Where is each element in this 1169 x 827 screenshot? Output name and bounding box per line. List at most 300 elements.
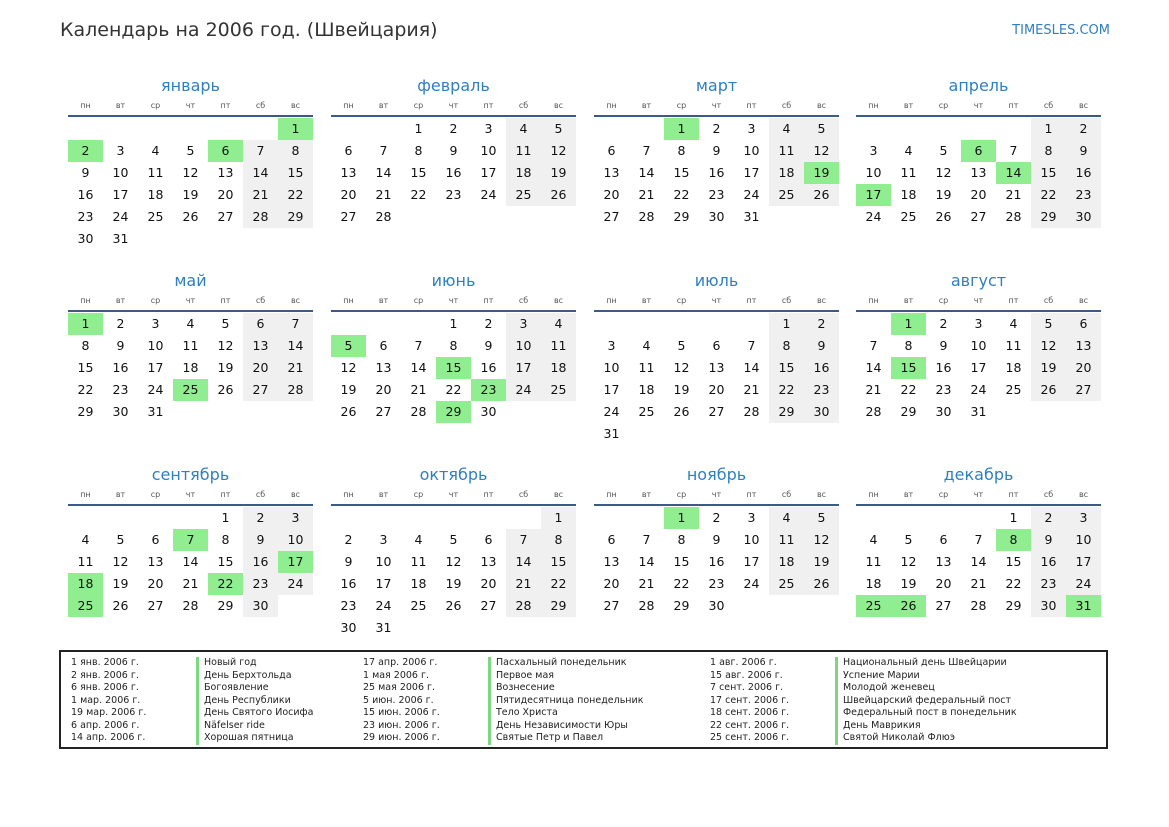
day-cell[interactable]: 27	[708, 404, 725, 419]
day-cell[interactable]: 25	[147, 209, 164, 224]
day-cell[interactable]: 9	[1031, 529, 1066, 551]
day-cell[interactable]: 19	[935, 187, 952, 202]
day-cell[interactable]: 3	[506, 313, 541, 335]
day-cell[interactable]: 6	[712, 338, 721, 353]
day-cell[interactable]: 18	[769, 551, 804, 573]
day-cell[interactable]: 23	[243, 573, 278, 595]
day-cell[interactable]: 16	[112, 360, 129, 375]
day-cell[interactable]: 22	[900, 382, 917, 397]
day-cell[interactable]: 15	[673, 165, 690, 180]
day-cell[interactable]: 14	[506, 551, 541, 573]
day-cell[interactable]: 3	[484, 121, 493, 136]
day-cell[interactable]: 25	[900, 209, 917, 224]
day-cell[interactable]: 20	[1066, 357, 1101, 379]
day-cell[interactable]: 2	[712, 121, 721, 136]
day-cell[interactable]: 20	[340, 187, 357, 202]
day-cell[interactable]: 24	[506, 379, 541, 401]
day-cell[interactable]: 28	[865, 404, 882, 419]
day-cell[interactable]: 4	[769, 507, 804, 529]
day-cell[interactable]: 2	[116, 316, 125, 331]
day-cell[interactable]: 20	[243, 357, 278, 379]
day-cell[interactable]: 23	[340, 598, 357, 613]
day-cell[interactable]: 26	[804, 184, 839, 206]
day-cell[interactable]: 26	[182, 209, 199, 224]
day-cell[interactable]: 10	[743, 143, 760, 158]
day-cell[interactable]: 18	[506, 162, 541, 184]
day-cell[interactable]: 22	[673, 576, 690, 591]
day-cell[interactable]: 2	[1031, 507, 1066, 529]
day-cell[interactable]: 22	[1005, 576, 1022, 591]
holiday-day-cell[interactable]: 6	[208, 140, 243, 162]
day-cell[interactable]: 21	[243, 184, 278, 206]
holiday-day-cell[interactable]: 17	[856, 184, 891, 206]
day-cell[interactable]: 12	[541, 140, 576, 162]
day-cell[interactable]: 17	[743, 554, 760, 569]
day-cell[interactable]: 23	[708, 576, 725, 591]
day-cell[interactable]: 3	[747, 121, 756, 136]
day-cell[interactable]: 23	[445, 187, 462, 202]
day-cell[interactable]: 28	[278, 379, 313, 401]
day-cell[interactable]: 1	[414, 121, 423, 136]
day-cell[interactable]: 22	[541, 573, 576, 595]
day-cell[interactable]: 4	[186, 316, 195, 331]
day-cell[interactable]: 14	[243, 162, 278, 184]
day-cell[interactable]: 13	[970, 165, 987, 180]
day-cell[interactable]: 25	[769, 184, 804, 206]
day-cell[interactable]: 31	[375, 620, 392, 635]
day-cell[interactable]: 2	[449, 121, 458, 136]
day-cell[interactable]: 4	[1009, 316, 1018, 331]
day-cell[interactable]: 24	[375, 598, 392, 613]
day-cell[interactable]: 30	[1031, 595, 1066, 617]
day-cell[interactable]: 5	[804, 507, 839, 529]
day-cell[interactable]: 19	[1031, 357, 1066, 379]
day-cell[interactable]: 10	[970, 338, 987, 353]
day-cell[interactable]: 27	[217, 209, 234, 224]
day-cell[interactable]: 17	[375, 576, 392, 591]
day-cell[interactable]: 13	[147, 554, 164, 569]
day-cell[interactable]: 9	[344, 554, 353, 569]
day-cell[interactable]: 26	[340, 404, 357, 419]
day-cell[interactable]: 8	[904, 338, 913, 353]
day-cell[interactable]: 14	[638, 165, 655, 180]
day-cell[interactable]: 3	[151, 316, 160, 331]
day-cell[interactable]: 11	[865, 554, 882, 569]
day-cell[interactable]: 22	[769, 379, 804, 401]
day-cell[interactable]: 5	[904, 532, 913, 547]
day-cell[interactable]: 5	[804, 118, 839, 140]
day-cell[interactable]: 4	[81, 532, 90, 547]
day-cell[interactable]: 8	[541, 529, 576, 551]
day-cell[interactable]: 11	[182, 338, 199, 353]
day-cell[interactable]: 13	[375, 360, 392, 375]
day-cell[interactable]: 9	[243, 529, 278, 551]
day-cell[interactable]: 16	[77, 187, 94, 202]
day-cell[interactable]: 1	[1009, 510, 1018, 525]
day-cell[interactable]: 26	[673, 404, 690, 419]
day-cell[interactable]: 15	[769, 357, 804, 379]
day-cell[interactable]: 26	[445, 598, 462, 613]
day-cell[interactable]: 24	[970, 382, 987, 397]
holiday-day-cell[interactable]: 15	[891, 357, 926, 379]
day-cell[interactable]: 18	[900, 187, 917, 202]
day-cell[interactable]: 10	[1066, 529, 1101, 551]
day-cell[interactable]: 28	[506, 595, 541, 617]
day-cell[interactable]: 17	[743, 165, 760, 180]
holiday-day-cell[interactable]: 29	[436, 401, 471, 423]
day-cell[interactable]: 21	[865, 382, 882, 397]
day-cell[interactable]: 13	[708, 360, 725, 375]
day-cell[interactable]: 6	[607, 143, 616, 158]
day-cell[interactable]: 21	[375, 187, 392, 202]
day-cell[interactable]: 20	[603, 576, 620, 591]
day-cell[interactable]: 11	[769, 529, 804, 551]
day-cell[interactable]: 16	[340, 576, 357, 591]
day-cell[interactable]: 5	[939, 143, 948, 158]
day-cell[interactable]: 18	[638, 382, 655, 397]
day-cell[interactable]: 28	[182, 598, 199, 613]
day-cell[interactable]: 25	[506, 184, 541, 206]
day-cell[interactable]: 29	[217, 598, 234, 613]
day-cell[interactable]: 13	[1066, 335, 1101, 357]
day-cell[interactable]: 15	[1005, 554, 1022, 569]
day-cell[interactable]: 13	[480, 554, 497, 569]
day-cell[interactable]: 23	[77, 209, 94, 224]
day-cell[interactable]: 7	[379, 143, 388, 158]
day-cell[interactable]: 17	[603, 382, 620, 397]
day-cell[interactable]: 18	[541, 357, 576, 379]
day-cell[interactable]: 6	[151, 532, 160, 547]
day-cell[interactable]: 9	[116, 338, 125, 353]
day-cell[interactable]: 21	[506, 573, 541, 595]
day-cell[interactable]: 15	[1031, 162, 1066, 184]
day-cell[interactable]: 23	[1066, 184, 1101, 206]
day-cell[interactable]: 8	[677, 143, 686, 158]
day-cell[interactable]: 7	[642, 532, 651, 547]
day-cell[interactable]: 6	[607, 532, 616, 547]
day-cell[interactable]: 5	[221, 316, 230, 331]
day-cell[interactable]: 20	[708, 382, 725, 397]
holiday-day-cell[interactable]: 18	[68, 573, 103, 595]
day-cell[interactable]: 18	[182, 360, 199, 375]
day-cell[interactable]: 1	[1031, 118, 1066, 140]
day-cell[interactable]: 3	[869, 143, 878, 158]
day-cell[interactable]: 3	[1066, 507, 1101, 529]
day-cell[interactable]: 15	[77, 360, 94, 375]
day-cell[interactable]: 22	[278, 184, 313, 206]
day-cell[interactable]: 1	[769, 313, 804, 335]
day-cell[interactable]: 9	[804, 335, 839, 357]
day-cell[interactable]: 25	[1005, 382, 1022, 397]
day-cell[interactable]: 23	[804, 379, 839, 401]
day-cell[interactable]: 31	[970, 404, 987, 419]
day-cell[interactable]: 12	[804, 140, 839, 162]
day-cell[interactable]: 19	[182, 187, 199, 202]
day-cell[interactable]: 4	[904, 143, 913, 158]
day-cell[interactable]: 5	[449, 532, 458, 547]
day-cell[interactable]: 1	[541, 507, 576, 529]
day-cell[interactable]: 22	[673, 187, 690, 202]
day-cell[interactable]: 2	[344, 532, 353, 547]
day-cell[interactable]: 22	[445, 382, 462, 397]
day-cell[interactable]: 12	[217, 338, 234, 353]
day-cell[interactable]: 20	[375, 382, 392, 397]
day-cell[interactable]: 6	[344, 143, 353, 158]
day-cell[interactable]: 28	[970, 598, 987, 613]
day-cell[interactable]: 30	[340, 620, 357, 635]
day-cell[interactable]: 20	[935, 576, 952, 591]
holiday-day-cell[interactable]: 1	[68, 313, 103, 335]
day-cell[interactable]: 9	[81, 165, 90, 180]
day-cell[interactable]: 28	[1005, 209, 1022, 224]
day-cell[interactable]: 11	[541, 335, 576, 357]
day-cell[interactable]: 1	[449, 316, 458, 331]
day-cell[interactable]: 11	[769, 140, 804, 162]
day-cell[interactable]: 26	[541, 184, 576, 206]
holiday-day-cell[interactable]: 7	[173, 529, 208, 551]
site-link[interactable]: TIMESLES.COM	[1012, 23, 1110, 38]
day-cell[interactable]: 30	[935, 404, 952, 419]
day-cell[interactable]: 22	[1031, 184, 1066, 206]
day-cell[interactable]: 29	[673, 598, 690, 613]
day-cell[interactable]: 4	[506, 118, 541, 140]
day-cell[interactable]: 12	[935, 165, 952, 180]
day-cell[interactable]: 27	[147, 598, 164, 613]
day-cell[interactable]: 19	[340, 382, 357, 397]
day-cell[interactable]: 8	[1031, 140, 1066, 162]
day-cell[interactable]: 28	[743, 404, 760, 419]
day-cell[interactable]: 15	[410, 165, 427, 180]
day-cell[interactable]: 25	[769, 573, 804, 595]
day-cell[interactable]: 25	[410, 598, 427, 613]
day-cell[interactable]: 19	[112, 576, 129, 591]
day-cell[interactable]: 18	[410, 576, 427, 591]
day-cell[interactable]: 16	[935, 360, 952, 375]
day-cell[interactable]: 22	[77, 382, 94, 397]
day-cell[interactable]: 3	[116, 143, 125, 158]
day-cell[interactable]: 30	[243, 595, 278, 617]
holiday-day-cell[interactable]: 15	[436, 357, 471, 379]
day-cell[interactable]: 5	[186, 143, 195, 158]
holiday-day-cell[interactable]: 1	[664, 118, 699, 140]
day-cell[interactable]: 18	[769, 162, 804, 184]
day-cell[interactable]: 29	[77, 404, 94, 419]
day-cell[interactable]: 3	[607, 338, 616, 353]
day-cell[interactable]: 20	[217, 187, 234, 202]
day-cell[interactable]: 16	[1031, 551, 1066, 573]
day-cell[interactable]: 12	[804, 529, 839, 551]
day-cell[interactable]: 26	[112, 598, 129, 613]
day-cell[interactable]: 8	[414, 143, 423, 158]
holiday-day-cell[interactable]: 26	[891, 595, 926, 617]
day-cell[interactable]: 12	[445, 554, 462, 569]
day-cell[interactable]: 31	[112, 231, 129, 246]
day-cell[interactable]: 14	[278, 335, 313, 357]
day-cell[interactable]: 6	[939, 532, 948, 547]
holiday-day-cell[interactable]: 5	[331, 335, 366, 357]
day-cell[interactable]: 14	[375, 165, 392, 180]
day-cell[interactable]: 19	[804, 551, 839, 573]
day-cell[interactable]: 2	[1066, 118, 1101, 140]
day-cell[interactable]: 24	[865, 209, 882, 224]
holiday-day-cell[interactable]: 6	[961, 140, 996, 162]
day-cell[interactable]: 14	[182, 554, 199, 569]
day-cell[interactable]: 19	[541, 162, 576, 184]
day-cell[interactable]: 13	[217, 165, 234, 180]
day-cell[interactable]: 9	[712, 143, 721, 158]
day-cell[interactable]: 23	[1031, 573, 1066, 595]
day-cell[interactable]: 10	[278, 529, 313, 551]
day-cell[interactable]: 19	[445, 576, 462, 591]
day-cell[interactable]: 1	[221, 510, 230, 525]
day-cell[interactable]: 24	[743, 576, 760, 591]
day-cell[interactable]: 5	[541, 118, 576, 140]
holiday-day-cell[interactable]: 25	[68, 595, 103, 617]
day-cell[interactable]: 21	[743, 382, 760, 397]
day-cell[interactable]: 7	[243, 140, 278, 162]
day-cell[interactable]: 6	[484, 532, 493, 547]
day-cell[interactable]: 27	[243, 379, 278, 401]
day-cell[interactable]: 2	[804, 313, 839, 335]
day-cell[interactable]: 24	[603, 404, 620, 419]
day-cell[interactable]: 14	[638, 554, 655, 569]
day-cell[interactable]: 21	[1005, 187, 1022, 202]
day-cell[interactable]: 3	[974, 316, 983, 331]
day-cell[interactable]: 24	[743, 187, 760, 202]
day-cell[interactable]: 27	[1066, 379, 1101, 401]
holiday-day-cell[interactable]: 25	[856, 595, 891, 617]
day-cell[interactable]: 5	[1031, 313, 1066, 335]
day-cell[interactable]: 10	[506, 335, 541, 357]
day-cell[interactable]: 29	[1005, 598, 1022, 613]
day-cell[interactable]: 16	[708, 554, 725, 569]
day-cell[interactable]: 17	[970, 360, 987, 375]
day-cell[interactable]: 27	[935, 598, 952, 613]
day-cell[interactable]: 16	[243, 551, 278, 573]
day-cell[interactable]: 30	[480, 404, 497, 419]
day-cell[interactable]: 11	[77, 554, 94, 569]
day-cell[interactable]: 6	[1066, 313, 1101, 335]
day-cell[interactable]: 16	[1066, 162, 1101, 184]
day-cell[interactable]: 10	[112, 165, 129, 180]
day-cell[interactable]: 31	[743, 209, 760, 224]
day-cell[interactable]: 11	[638, 360, 655, 375]
day-cell[interactable]: 8	[221, 532, 230, 547]
day-cell[interactable]: 29	[278, 206, 313, 228]
day-cell[interactable]: 4	[869, 532, 878, 547]
day-cell[interactable]: 4	[414, 532, 423, 547]
day-cell[interactable]: 25	[541, 379, 576, 401]
day-cell[interactable]: 16	[708, 165, 725, 180]
day-cell[interactable]: 31	[147, 404, 164, 419]
day-cell[interactable]: 17	[480, 165, 497, 180]
day-cell[interactable]: 15	[217, 554, 234, 569]
day-cell[interactable]: 26	[1031, 379, 1066, 401]
day-cell[interactable]: 10	[480, 143, 497, 158]
day-cell[interactable]: 13	[603, 554, 620, 569]
day-cell[interactable]: 11	[410, 554, 427, 569]
day-cell[interactable]: 12	[182, 165, 199, 180]
day-cell[interactable]: 18	[1005, 360, 1022, 375]
day-cell[interactable]: 10	[743, 532, 760, 547]
day-cell[interactable]: 13	[935, 554, 952, 569]
day-cell[interactable]: 21	[182, 576, 199, 591]
day-cell[interactable]: 20	[480, 576, 497, 591]
day-cell[interactable]: 14	[970, 554, 987, 569]
day-cell[interactable]: 8	[677, 532, 686, 547]
day-cell[interactable]: 21	[970, 576, 987, 591]
day-cell[interactable]: 10	[603, 360, 620, 375]
day-cell[interactable]: 28	[410, 404, 427, 419]
day-cell[interactable]: 29	[541, 595, 576, 617]
day-cell[interactable]: 18	[865, 576, 882, 591]
day-cell[interactable]: 23	[708, 187, 725, 202]
holiday-day-cell[interactable]: 8	[996, 529, 1031, 551]
day-cell[interactable]: 26	[935, 209, 952, 224]
day-cell[interactable]: 24	[112, 209, 129, 224]
holiday-day-cell[interactable]: 22	[208, 573, 243, 595]
day-cell[interactable]: 28	[638, 598, 655, 613]
day-cell[interactable]: 22	[410, 187, 427, 202]
day-cell[interactable]: 14	[410, 360, 427, 375]
day-cell[interactable]: 20	[970, 187, 987, 202]
day-cell[interactable]: 30	[708, 598, 725, 613]
day-cell[interactable]: 11	[1005, 338, 1022, 353]
holiday-day-cell[interactable]: 17	[278, 551, 313, 573]
day-cell[interactable]: 28	[243, 206, 278, 228]
day-cell[interactable]: 24	[278, 573, 313, 595]
day-cell[interactable]: 15	[541, 551, 576, 573]
day-cell[interactable]: 4	[642, 338, 651, 353]
day-cell[interactable]: 27	[970, 209, 987, 224]
day-cell[interactable]: 8	[278, 140, 313, 162]
day-cell[interactable]: 30	[112, 404, 129, 419]
day-cell[interactable]: 12	[340, 360, 357, 375]
day-cell[interactable]: 2	[712, 510, 721, 525]
day-cell[interactable]: 27	[480, 598, 497, 613]
day-cell[interactable]: 15	[673, 554, 690, 569]
day-cell[interactable]: 2	[939, 316, 948, 331]
day-cell[interactable]: 7	[974, 532, 983, 547]
day-cell[interactable]: 20	[147, 576, 164, 591]
day-cell[interactable]: 11	[147, 165, 164, 180]
day-cell[interactable]: 6	[243, 313, 278, 335]
day-cell[interactable]: 21	[410, 382, 427, 397]
day-cell[interactable]: 30	[804, 401, 839, 423]
day-cell[interactable]: 7	[747, 338, 756, 353]
day-cell[interactable]: 15	[278, 162, 313, 184]
day-cell[interactable]: 29	[900, 404, 917, 419]
day-cell[interactable]: 21	[638, 187, 655, 202]
day-cell[interactable]: 19	[673, 382, 690, 397]
day-cell[interactable]: 27	[603, 598, 620, 613]
day-cell[interactable]: 3	[747, 510, 756, 525]
day-cell[interactable]: 8	[81, 338, 90, 353]
day-cell[interactable]: 11	[506, 140, 541, 162]
day-cell[interactable]: 10	[375, 554, 392, 569]
day-cell[interactable]: 7	[506, 529, 541, 551]
day-cell[interactable]: 30	[1066, 206, 1101, 228]
day-cell[interactable]: 23	[935, 382, 952, 397]
day-cell[interactable]: 30	[77, 231, 94, 246]
day-cell[interactable]: 7	[278, 313, 313, 335]
day-cell[interactable]: 14	[865, 360, 882, 375]
day-cell[interactable]: 13	[243, 335, 278, 357]
day-cell[interactable]: 29	[769, 401, 804, 423]
day-cell[interactable]: 9	[712, 532, 721, 547]
day-cell[interactable]: 29	[1031, 206, 1066, 228]
day-cell[interactable]: 28	[375, 209, 392, 224]
